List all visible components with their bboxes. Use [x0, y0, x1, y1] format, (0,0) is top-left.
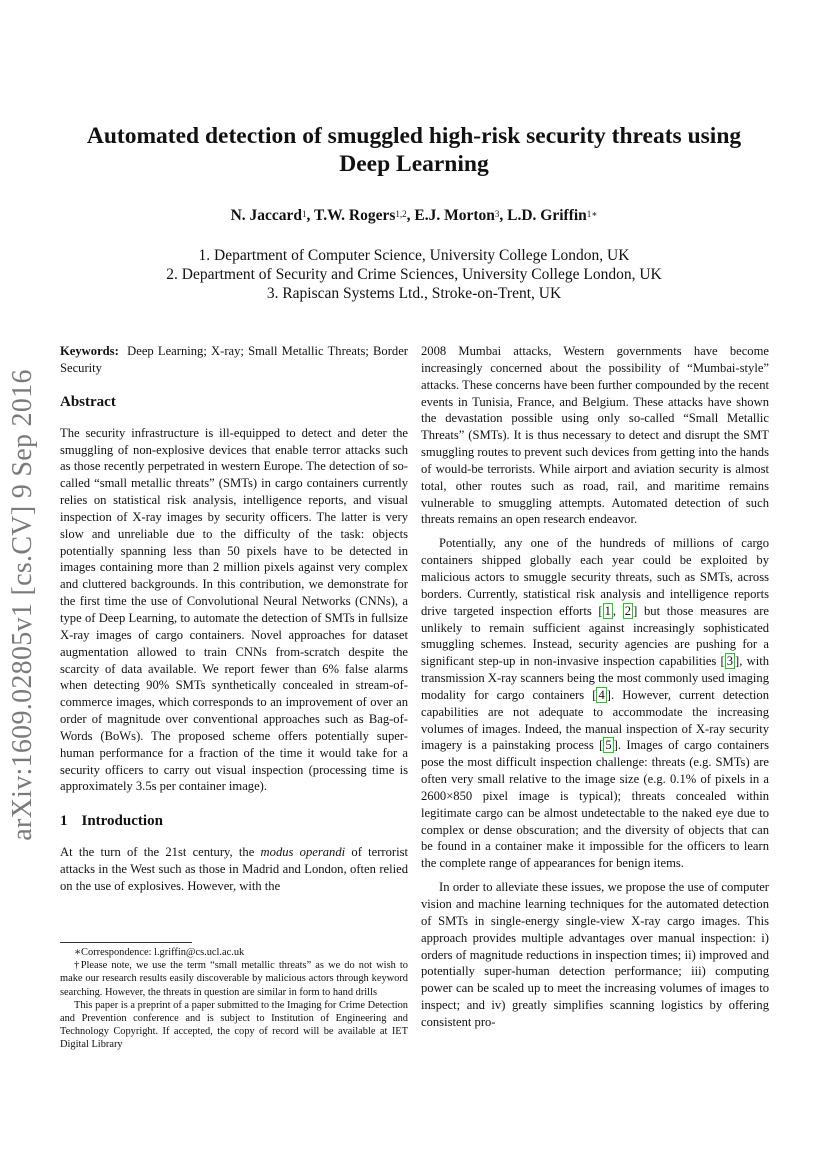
author-list: N. Jaccard$^1$, T.W. Rogers$^{1,2}$, E.J. Morton$^3$, L.D. Griffin$^{1∗}$ — [230, 207, 598, 224]
author-name: L.D. Griffin — [507, 207, 587, 224]
body-paragraph: 2008 Mumbai attacks, Western governments have become increasingly concerned about the possibility of “Mumbai-style” attacks. These concerns have been further compounded by the recent events in Tunisia, France, and Belgium. These attacks have shown the devastation possible using only so-called “Small Metallic Threats” (SMTs). It is thus necessary to detect and disrupt the SMT smuggling routes to prevent such devices from getting into the hands of would-be terrorists. While airport and aviation security is almost total, other routes such as road, rail, and maritime remains vulnerable to smuggling attempts. Automated detection of such threats remains an open research endeavor. — [421, 344, 769, 527]
text-run: of terrorist attacks in the West such as those in Madrid and London, often relied on the use of explosives. However, with the — [60, 845, 408, 893]
affiliation: 1. Department of Computer Science, University College London, UK — [198, 247, 630, 264]
author-name: E.J. Morton — [414, 207, 495, 224]
section-title: Introduction — [81, 813, 163, 830]
affiliation: 3. Rapiscan Systems Ltd., Stroke-on-Trent, UK — [266, 285, 562, 302]
title-line-2: Deep Learning — [339, 151, 489, 177]
body-paragraph: In order to alleviate these issues, we propose the use of computer vision and machine learning techniques for the automated detection of SMTs in single-energy single-view X-ray cargo images. This approach provides multiple advantages over manual inspection: i) orders of magnitude reductions in inspection times; ii) improved and potentially super-human detection performance; iii) computing power can be scaled up to meet the increasing volumes of images to inspect; and iv) greatly simplifies scanning logistics by offering consistent pro- — [421, 880, 769, 1029]
text-run: . Images of cargo containers pose the most difficult inspection challenge: threats (e.g. SMTs) are often very small relative to the image size (e.g. 0.1% of pixels in a 2600×850 pixel image is typical); threats concealed within legitimate cargo can be almost undetectable to the naked eye due to complex or dense obscuration; and the diversity of objects that can be found in a container make it impossible for the officers to learn the complete range of appearances for benign items. — [421, 738, 770, 871]
citation-link[interactable]: 2 — [624, 603, 632, 618]
author-name: T.W. Rogers — [314, 207, 396, 224]
text-run: At the turn of the 21st century, the — [60, 845, 261, 860]
footnote-rule — [60, 942, 192, 943]
citation-link[interactable]: 3 — [726, 654, 734, 669]
emphasis: modus operandi — [260, 845, 346, 860]
keywords — [60, 343, 408, 377]
author-name: N. Jaccard — [230, 207, 303, 224]
section-number: 1 — [60, 813, 68, 830]
intro-paragraph-1 — [60, 844, 408, 895]
keywords-text: Deep Learning; X-ray; Small Metallic Threats; Border Security — [60, 344, 409, 375]
keywords-label: Keywords: — [60, 344, 119, 358]
footnote-correspondence: ∗Correspondence: l.griffin@cs.ucl.ac.uk — [74, 947, 245, 958]
affiliation-list — [70, 246, 758, 303]
abstract-heading: Abstract — [60, 393, 116, 410]
body-paragraph: Potentially, any one of the hundreds of millions of cargo containers shipped globally each year could be exploited by malicious actors to smuggle security threats, such as SMTs, across borders. Currently, statistical risk analysis and intelligence reports drive targeted inspection efforts [ 1 , 2 ] but those measures are unlikely to remain sufficient against increasingly sophisticated smuggling schemes. Instead, security agencies are pushing for a significant step-up in non-invasive inspection capabilities [ 3 ], with transmission X-ray scanners being the most commonly used imaging modality for cargo containers [ 4 ]. However, current detection capabilities are not adequate to accommodate the increasing volumes of images. Indeed, the manual inspection of X-ray security imagery is a painstaking process [ 5 ]. Images of cargo containers pose the most difficult inspection challenge: threats (e.g. SMTs) are often very small relative to the image size (e.g. 0.1% of pixels in a 2600×850 pixel image is typical); threats concealed within legitimate cargo can be almost undetectable to the naked eye due to complex or dense obscuration; and the diversity of objects that can be found in a container make it impossible for the officers to learn the complete range of appearances for benign items. — [421, 536, 770, 871]
footnote-preprint: This paper is a preprint of a paper submitted to the Imaging for Crime Detection and Prevention conference and is subject to Institution of Engineering and Technology Copyright. If accepted, the copy of record will be available at IET Digital Library — [60, 999, 408, 1051]
footnotes — [60, 946, 408, 1052]
text-run: . However, current detection capabilities are not adequate to accommodate the increasing volumes of images. Indeed, the manual inspection of X-ray security imagery is a painstaking process — [421, 687, 769, 753]
section-heading-introduction — [60, 812, 408, 830]
affiliation: 2. Department of Security and Crime Sciences, University College London, UK — [166, 266, 662, 283]
footnote-terminology: †Please note, we use the term “small metallic threats” as we do not wish to make our research results easily discoverable by malicious actors through keyword searching. However, the threats in question are similar in form to hand drills — [60, 960, 408, 998]
author-affil-mark: 1 — [302, 209, 307, 219]
author-affil-mark: 1∗ — [586, 209, 598, 219]
title-line-1: Automated detection of smuggled high-risk security threats using — [86, 123, 742, 149]
left-column — [60, 343, 408, 895]
text-run: but those measures are unlikely to remain sufficient against increasingly sophisticated smuggling schemes. Instead, security agencies are pushing for a significant step-up in non-invasive inspection capabilities — [421, 603, 769, 669]
right-column — [421, 343, 769, 1031]
citation-link[interactable]: 1 — [604, 603, 611, 618]
citation-link[interactable]: 4 — [598, 687, 605, 702]
arxiv-identifier: arXiv:1609.02805v1 [cs.CV] 9 Sep 2016 — [7, 369, 38, 841]
author-affil-mark: 3 — [494, 209, 500, 219]
author-affil-mark: 1,2 — [395, 209, 407, 219]
abstract-body: The security infrastructure is ill-equipped to detect and deter the smuggling of non-explosive devices that enable terror attacks such as those recently perpetrated in western Europe. The detection of so-called “small metallic threats” (SMTs) in cargo containers currently relies on statistical risk analysis, intelligence reports, and visual inspection of X-ray images by security officers. The latter is very slow and unreliable due to the difficulty of the task: objects potentially spanning less than 50 pixels have to be detected in images containing more than 2 million pixels against very complex and cluttered backgrounds. In this contribution, we demonstrate for the first time the use of Convolutional Neural Networks (CNNs), a type of Deep Learning, to automate the detection of SMTs in fullsize X-ray images of cargo containers. Novel approaches for dataset augmentation allowed to train CNNs from-scratch despite the scarcity of data available. We report fewer than 6% false alarms when detecting 90% SMTs synthetically concealed in stream-of-commerce images, which corresponds to an improvement of over an order of magnitude over conventional approaches such as Bag-of-Words (BoWs). The proposed scheme offers potentially super-human performance for a fraction of the time it would take for a security officers to carry out visual inspection (processing time is approximately 3.5s per container image). — [60, 425, 408, 794]
text-run: , with transmission X-ray scanners being the most commonly used imaging modality for cargo containers — [421, 654, 769, 702]
citation-link[interactable]: 5 — [605, 738, 612, 753]
text-run: Potentially, any one of the hundreds of millions of cargo containers shipped globally each year could be exploited by malicious actors to smuggle security threats, such as SMTs, across borders. Currently, statistical risk analysis and intelligence reports drive targeted inspection efforts — [421, 536, 769, 618]
paper-title — [70, 122, 758, 178]
